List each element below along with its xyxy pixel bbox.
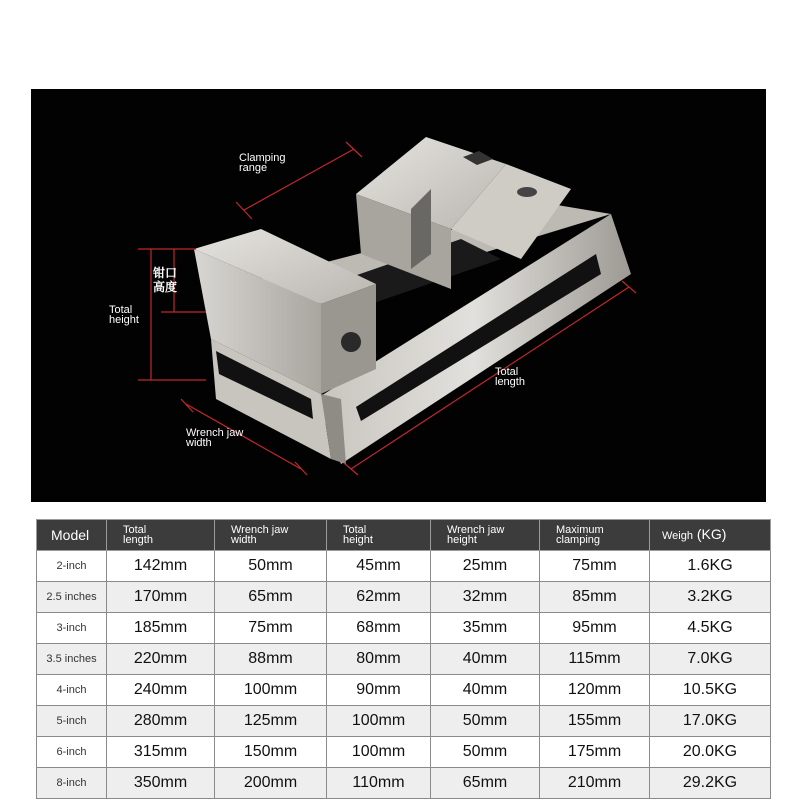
table-row — [37, 582, 771, 613]
table-cell: 80mm — [327, 644, 431, 675]
cell-model: 5-inch — [37, 706, 107, 737]
table-cell: 75mm — [540, 551, 650, 582]
table-cell: 220mm — [107, 644, 215, 675]
spec-table — [36, 519, 771, 799]
cell-model: 8-inch — [37, 768, 107, 799]
table-cell: 10.5KG — [650, 675, 771, 706]
table-cell: 35mm — [431, 613, 540, 644]
cell-model: 4-inch — [37, 675, 107, 706]
table-cell: 175mm — [540, 737, 650, 768]
table-cell: 100mm — [215, 675, 327, 706]
table-cell: 170mm — [107, 582, 215, 613]
label-clamping-range: Clamping range — [239, 152, 286, 174]
table-row — [37, 551, 771, 582]
table-cell: 210mm — [540, 768, 650, 799]
label-total-height: Total height — [109, 304, 139, 326]
table-cell: 50mm — [431, 737, 540, 768]
table-cell: 3.2KG — [650, 582, 771, 613]
table-header-row — [37, 520, 771, 551]
table-cell: 95mm — [540, 613, 650, 644]
table-row — [37, 768, 771, 799]
table-cell: 50mm — [215, 551, 327, 582]
table-cell: 110mm — [327, 768, 431, 799]
table-cell: 29.2KG — [650, 768, 771, 799]
table-cell: 150mm — [215, 737, 327, 768]
table-row — [37, 644, 771, 675]
label-wrench-jaw-width: Wrench jaw width — [186, 427, 244, 449]
table-cell: 142mm — [107, 551, 215, 582]
table-cell: 62mm — [327, 582, 431, 613]
cell-model: 3-inch — [37, 613, 107, 644]
table-cell: 200mm — [215, 768, 327, 799]
cell-model: 2-inch — [37, 551, 107, 582]
table-cell: 68mm — [327, 613, 431, 644]
header-total-length: Total length — [107, 520, 215, 551]
table-cell: 100mm — [327, 706, 431, 737]
table-cell: 65mm — [431, 768, 540, 799]
table-cell: 240mm — [107, 675, 215, 706]
vise-illustration — [31, 89, 766, 502]
header-wrench-jaw-height: Wrench jaw height — [431, 520, 540, 551]
table-cell: 100mm — [327, 737, 431, 768]
header-wrench-jaw-width: Wrench jaw width — [215, 520, 327, 551]
table-cell: 90mm — [327, 675, 431, 706]
table-cell: 125mm — [215, 706, 327, 737]
table-row — [37, 737, 771, 768]
table-row — [37, 613, 771, 644]
table-cell: 155mm — [540, 706, 650, 737]
table-cell: 4.5KG — [650, 613, 771, 644]
table-row — [37, 675, 771, 706]
label-jaw-height-cn: 钳口 高度 — [153, 266, 178, 294]
cell-model: 6-inch — [37, 737, 107, 768]
table-cell: 17.0KG — [650, 706, 771, 737]
table-cell: 7.0KG — [650, 644, 771, 675]
product-photo — [31, 89, 766, 502]
header-weight: Weigh (KG) — [650, 520, 771, 551]
table-row — [37, 706, 771, 737]
table-cell: 20.0KG — [650, 737, 771, 768]
table-cell: 115mm — [540, 644, 650, 675]
table-cell: 120mm — [540, 675, 650, 706]
table-cell: 40mm — [431, 644, 540, 675]
table-cell: 315mm — [107, 737, 215, 768]
table-cell: 40mm — [431, 675, 540, 706]
header-model: Model — [37, 520, 107, 551]
table-cell: 85mm — [540, 582, 650, 613]
table-cell: 1.6KG — [650, 551, 771, 582]
table-cell: 350mm — [107, 768, 215, 799]
table-cell: 75mm — [215, 613, 327, 644]
header-maximum-clamping: Maximum clamping — [540, 520, 650, 551]
table-cell: 88mm — [215, 644, 327, 675]
table-cell: 50mm — [431, 706, 540, 737]
table-cell: 280mm — [107, 706, 215, 737]
table-cell: 185mm — [107, 613, 215, 644]
header-total-height: Total height — [327, 520, 431, 551]
table-cell: 25mm — [431, 551, 540, 582]
table-cell: 65mm — [215, 582, 327, 613]
cell-model: 2.5 inches — [37, 582, 107, 613]
cell-model: 3.5 inches — [37, 644, 107, 675]
table-cell: 32mm — [431, 582, 540, 613]
label-total-length: Total length — [495, 366, 525, 388]
table-cell: 45mm — [327, 551, 431, 582]
